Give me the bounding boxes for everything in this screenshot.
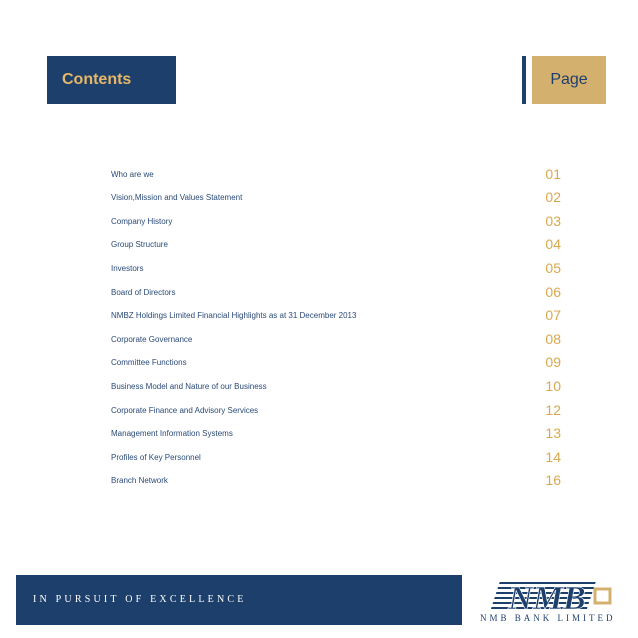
toc-entry[interactable] (111, 276, 561, 300)
toc-entry[interactable] (111, 441, 561, 465)
toc-entry-title: NMBZ Holdings Limited Financial Highlights as at 31 December 2013 (111, 311, 357, 321)
toc-entry-page: 02 (545, 189, 561, 206)
toc-entry-title: Who are we (111, 169, 154, 179)
toc-entry-page: 10 (545, 377, 561, 394)
toc-entry-page: 13 (545, 425, 561, 442)
page-column-heading: Page (532, 56, 606, 104)
toc-entry[interactable] (111, 158, 561, 182)
toc-entry[interactable] (111, 347, 561, 371)
toc-entry[interactable] (111, 182, 561, 206)
toc-entry-page: 07 (545, 307, 561, 324)
toc-entry-title: Committee Functions (111, 358, 187, 368)
toc-entry-page: 12 (545, 401, 561, 418)
footer-tagline: IN PURSUIT OF EXCELLENCE (33, 594, 247, 605)
toc-entry-title: Board of Directors (111, 287, 176, 297)
toc-entry-page: 06 (545, 283, 561, 300)
toc-entry-title: Business Model and Nature of our Business (111, 381, 267, 391)
toc-entry-page: 16 (545, 472, 561, 489)
toc-entry[interactable] (111, 229, 561, 253)
toc-entry-page: 03 (545, 212, 561, 229)
toc-entry[interactable] (111, 205, 561, 229)
svg-text:NMB: NMB (508, 580, 586, 614)
toc-entry[interactable] (111, 370, 561, 394)
toc-entry[interactable] (111, 394, 561, 418)
toc-entry-title: Corporate Governance (111, 334, 193, 344)
toc-entry[interactable] (111, 323, 561, 347)
table-of-contents (111, 158, 561, 488)
toc-entry-page: 08 (545, 330, 561, 347)
toc-entry-title: Company History (111, 216, 173, 226)
toc-entry[interactable] (111, 252, 561, 276)
toc-entry-title: Profiles of Key Personnel (111, 452, 201, 462)
header-divider (522, 56, 526, 104)
toc-entry-title: Investors (111, 263, 144, 273)
toc-entry-title: Management Information Systems (111, 429, 233, 439)
toc-entry-title: Branch Network (111, 476, 168, 486)
contents-heading: Contents (47, 56, 176, 104)
toc-entry[interactable] (111, 418, 561, 442)
nmb-logo (487, 578, 617, 614)
toc-entry-title: Vision,Mission and Values Statement (111, 193, 243, 203)
toc-entry[interactable] (111, 300, 561, 324)
toc-entry-page: 09 (545, 354, 561, 371)
toc-entry[interactable] (111, 465, 561, 489)
toc-entry-page: 05 (545, 259, 561, 276)
bank-name: NMB BANK LIMITED (480, 613, 616, 623)
toc-entry-title: Group Structure (111, 240, 168, 250)
toc-entry-page: 14 (545, 448, 561, 465)
toc-entry-page: 01 (545, 165, 561, 182)
toc-entry-title: Corporate Finance and Advisory Services (111, 405, 259, 415)
toc-entry-page: 04 (545, 236, 561, 253)
